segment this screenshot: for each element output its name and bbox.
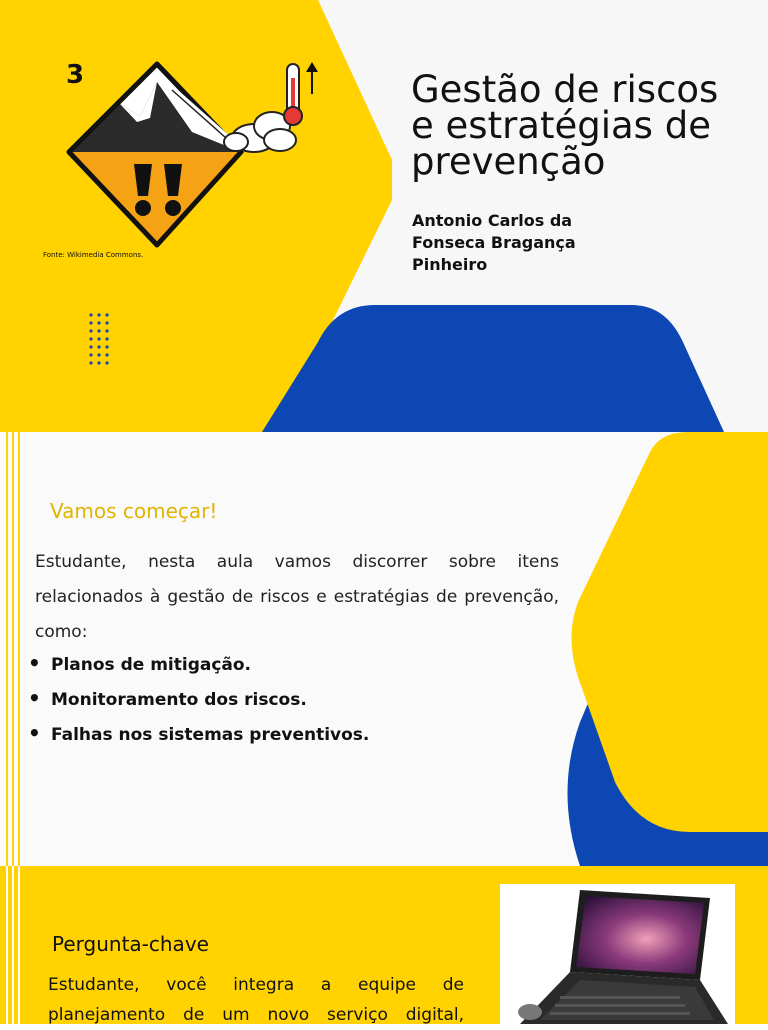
list-item: • Monitoramento dos riscos. xyxy=(28,683,369,718)
title-slide xyxy=(0,0,768,432)
bullet-icon: • xyxy=(28,686,41,710)
section-heading: Vamos começar! xyxy=(50,499,218,523)
edge-line xyxy=(12,0,14,432)
dot-grid-decoration xyxy=(86,310,116,370)
bullet-icon: • xyxy=(28,721,41,745)
hazard-level-number: 3 xyxy=(66,60,85,90)
laptop-icon xyxy=(500,884,735,1024)
intro-paragraph: Estudante, nesta aula vamos discorrer sobre itens relacionados à gestão de riscos e estratégias de prevenção, como: xyxy=(35,552,559,642)
edge-line xyxy=(18,866,20,1024)
edge-line xyxy=(12,866,14,1024)
edge-line xyxy=(6,432,8,866)
list-item: • Planos de mitigação. xyxy=(28,648,369,683)
author-name: Antonio Carlos da Fonseca Bragança Pinheiro xyxy=(412,211,576,274)
edge-line xyxy=(12,432,14,866)
avalanche-warning-sign-icon xyxy=(62,56,332,252)
bullet-icon: • xyxy=(28,651,41,675)
image-source-caption: Fonte: Wikimedia Commons. xyxy=(43,251,144,259)
question-paragraph: Estudante, você integra a equipe de planejamento de um novo serviço digital, xyxy=(48,975,464,1025)
topics-list xyxy=(28,648,369,753)
edge-line xyxy=(18,432,20,866)
section-heading: Pergunta-chave xyxy=(52,932,209,956)
edge-line xyxy=(6,866,8,1024)
edge-line xyxy=(18,0,20,432)
list-item: • Falhas nos sistemas preventivos. xyxy=(28,718,369,753)
laptop-photo xyxy=(500,884,735,1024)
presentation-title: Gestão de riscos e estratégias de prevenção xyxy=(411,68,719,183)
edge-line xyxy=(6,0,8,432)
